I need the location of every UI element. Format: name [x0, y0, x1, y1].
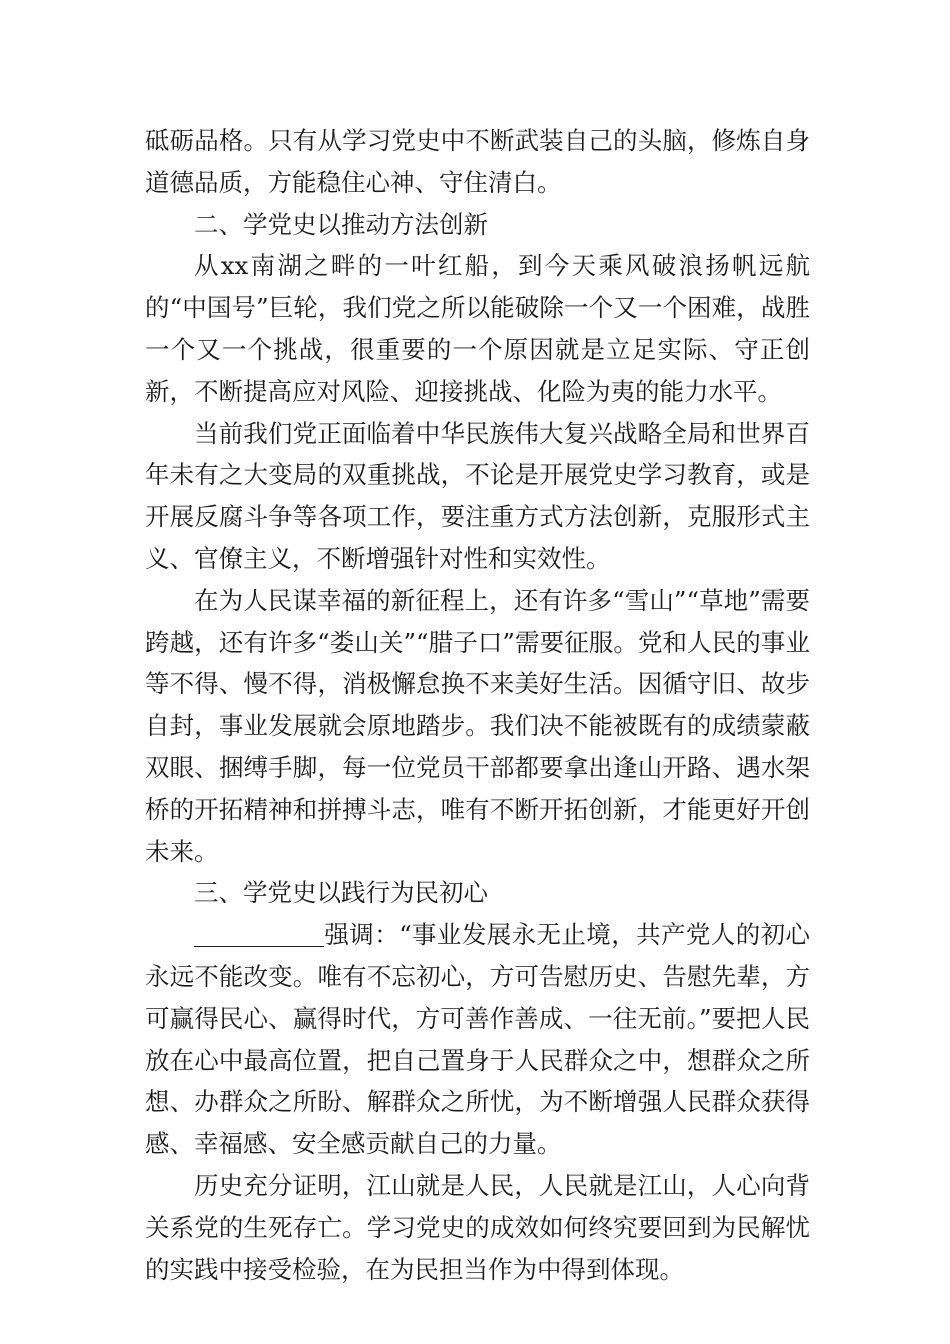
paragraph-original-aspiration	[145, 914, 810, 1165]
paragraph-red-boat: 从xx南湖之畔的一叶红船，到今天乘风破浪扬帆远航的“中国号”巨轮，我们党之所以能破除一个又一个困难，战胜一个又一个挑战，很重要的一个原因就是立足实际、守正创新，不断提高应对风险、迎接挑战、化险为夷的能力水平。	[145, 251, 810, 406]
section-heading-2: 二、学党史以推动方法创新	[194, 209, 488, 239]
section-heading-3: 三、学党史以践行为民初心	[194, 878, 488, 908]
paragraph-continuation: 砥砺品格。只有从学习党史中不断武装自己的头脑，修炼自身道德品质，方能稳住心神、守住清白。	[145, 126, 810, 197]
blank-underline	[194, 922, 324, 947]
paragraph-new-journey: 在为人民谋幸福的新征程上，还有许多“雪山”“草地”需要跨越，还有许多“娄山关”“腊子口”需要征服。党和人民的事业等不得、慢不得，消极懈怠换不来美好生活。因循守旧、故步自封，事业发展就会原地踏步。我们决不能被既有的成绩蒙蔽双眼、捆缚手脚，每一位党员干部都要拿出逢山开路、遇水架桥的开拓精神和拼搏斗志，唯有不断开拓创新，才能更好开创未来。	[145, 585, 810, 866]
paragraph-dual-challenge: 当前我们党正面临着中华民族伟大复兴战略全局和世界百年未有之大变局的双重挑战，不论是开展党史学习教育，或是开展反腐斗争等各项工作，要注重方式方法创新，克服形式主义、官僚主义，不断增强针对性和实效性。	[145, 418, 810, 573]
document-body	[145, 120, 810, 1290]
paragraph-original-aspiration-text: 强调：“事业发展永无止境，共产党人的初心永远不能改变。唯有不忘初心，方可告慰历史、告慰先辈，方可赢得民心、赢得时代，方可善作善成、一往无前。”要把人民放在心中最高位置，把自己置身于人民群众之中，想群众之所想、办群众之所盼、解群众之所忧，为不断增强人民群众获得感、幸福感、安全感贡献自己的力量。	[145, 920, 810, 1159]
paragraph-history-proves: 历史充分证明，江山就是人民，人民就是江山，人心向背关系党的生死存亡。学习党史的成效如何终究要回到为民解忧的实践中接受检验，在为民担当作为中得到体现。	[145, 1170, 810, 1284]
